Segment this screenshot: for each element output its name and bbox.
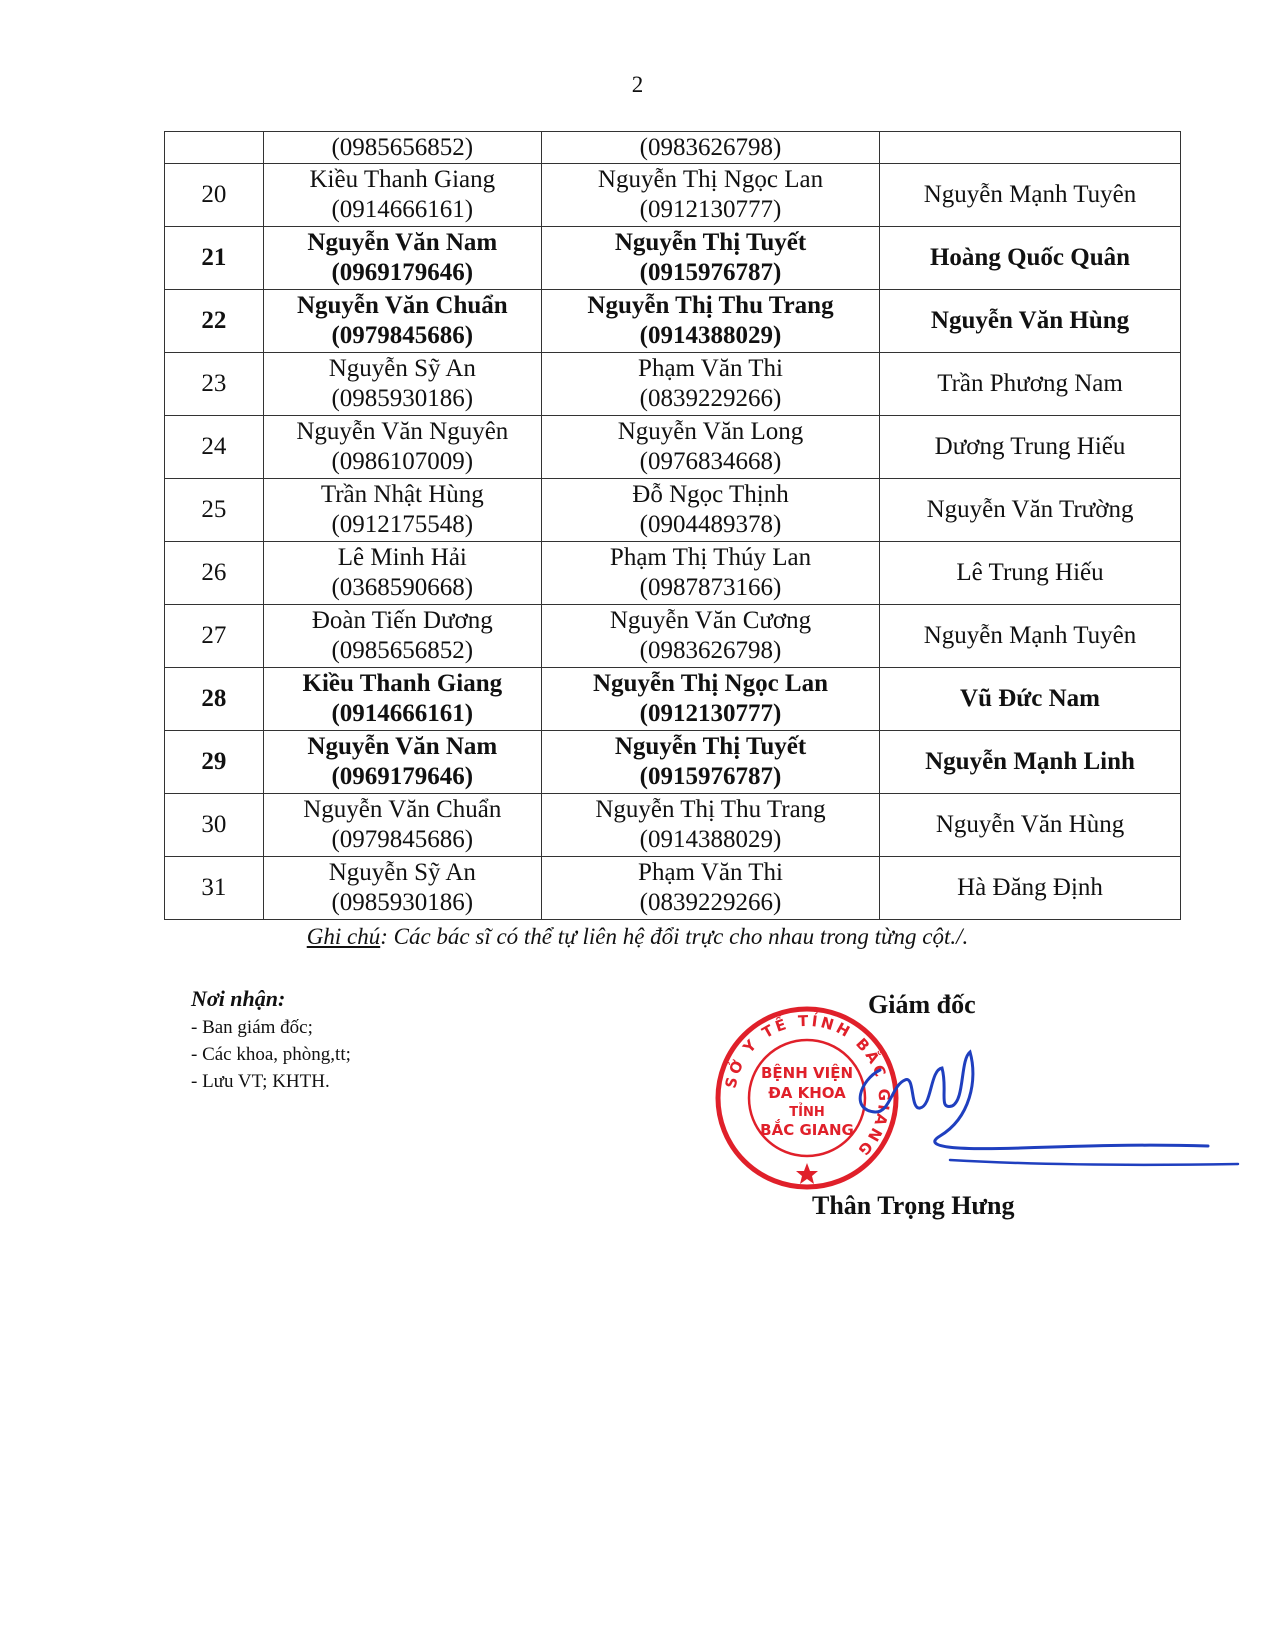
doctor-name: Đoàn Tiến Dương bbox=[311, 607, 493, 634]
seal-ring-text: SỞ Y TẾ TỈNH BẮC GIANG bbox=[721, 1011, 894, 1161]
doctor-cell bbox=[263, 857, 541, 920]
row-number-cell: 20 bbox=[165, 164, 264, 227]
seal-line-2: ĐA KHOA bbox=[768, 1084, 846, 1102]
staff-cell: Nguyễn Văn Trường bbox=[880, 479, 1181, 542]
row-number-cell: 26 bbox=[165, 542, 264, 605]
doctor-cell bbox=[263, 290, 541, 353]
doctor-name: Lê Minh Hải bbox=[337, 544, 467, 571]
doctor-name: Nguyễn Văn Nam bbox=[307, 229, 498, 256]
staff-cell: Nguyễn Văn Hùng bbox=[880, 290, 1181, 353]
doctor-phone: (0839229266) bbox=[639, 385, 782, 412]
table-row bbox=[165, 605, 1181, 668]
doctor-phone: (0983626798) bbox=[639, 133, 782, 161]
recipients-block bbox=[191, 985, 351, 1095]
row-number-cell: 28 bbox=[165, 668, 264, 731]
doctor-cell bbox=[263, 227, 541, 290]
doctor-phone: (0904489378) bbox=[639, 511, 782, 538]
doctor-phone: (0914388029) bbox=[639, 826, 782, 853]
staff-cell: Nguyễn Văn Hùng bbox=[880, 794, 1181, 857]
doctor-name: Nguyễn Văn Cương bbox=[609, 607, 812, 634]
row-number-cell: 21 bbox=[165, 227, 264, 290]
doctor-phone: (0986107009) bbox=[331, 448, 474, 475]
staff-cell: Nguyễn Mạnh Linh bbox=[880, 731, 1181, 794]
signer-name: Thân Trọng Hưng bbox=[812, 1191, 1015, 1220]
doctor-phone: (0368590668) bbox=[331, 574, 474, 601]
row-number-cell: 30 bbox=[165, 794, 264, 857]
seal-line-1: BỆNH VIỆN bbox=[761, 1064, 853, 1082]
doctor-phone: (0912130777) bbox=[639, 700, 782, 727]
doctor-name: Kiều Thanh Giang bbox=[309, 166, 496, 193]
doctor-phone: (0985656852) bbox=[331, 637, 474, 664]
signature-scribble bbox=[820, 1040, 1240, 1180]
doctor-phone: (0914666161) bbox=[331, 700, 474, 727]
staff-cell bbox=[880, 132, 1181, 164]
second-doctor-cell bbox=[541, 227, 879, 290]
doctor-cell bbox=[263, 353, 541, 416]
staff-cell: Hoàng Quốc Quân bbox=[880, 227, 1181, 290]
row-number-cell: 31 bbox=[165, 857, 264, 920]
staff-cell: Lê Trung Hiếu bbox=[880, 542, 1181, 605]
row-number-cell: 22 bbox=[165, 290, 264, 353]
row-number-cell: 23 bbox=[165, 353, 264, 416]
doctor-name: Nguyễn Văn Chuẩn bbox=[296, 292, 508, 319]
doctor-phone: (0915976787) bbox=[639, 259, 782, 286]
staff-cell: Nguyễn Mạnh Tuyên bbox=[880, 605, 1181, 668]
duty-roster-table bbox=[164, 131, 1181, 920]
doctor-phone: (0985656852) bbox=[331, 133, 474, 161]
doctor-name: Nguyễn Thị Ngọc Lan bbox=[593, 670, 829, 697]
seal-line-4: BẮC GIANG bbox=[760, 1121, 854, 1139]
row-number-cell: 24 bbox=[165, 416, 264, 479]
second-doctor-cell bbox=[541, 542, 879, 605]
signature-title: Giám đốc bbox=[868, 990, 976, 1019]
table-row bbox=[165, 416, 1181, 479]
doctor-phone: (0912175548) bbox=[331, 511, 474, 538]
doctor-name: Kiều Thanh Giang bbox=[302, 670, 503, 697]
table-row bbox=[165, 479, 1181, 542]
page-number: 2 bbox=[631, 72, 644, 97]
doctor-name: Nguyễn Văn Nam bbox=[307, 733, 498, 760]
staff-cell: Dương Trung Hiếu bbox=[880, 416, 1181, 479]
doctor-phone: (0839229266) bbox=[639, 889, 782, 916]
doctor-phone: (0914388029) bbox=[639, 322, 782, 349]
doctor-phone: (0979845686) bbox=[331, 826, 474, 853]
doctor-cell bbox=[263, 605, 541, 668]
row-number-cell: 25 bbox=[165, 479, 264, 542]
second-doctor-cell bbox=[541, 353, 879, 416]
doctor-name: Nguyễn Thị Thu Trang bbox=[587, 292, 834, 319]
doctor-name: Nguyễn Văn Chuẩn bbox=[303, 796, 502, 823]
doctor-name: Nguyễn Thị Tuyết bbox=[614, 229, 807, 256]
staff-cell: Nguyễn Mạnh Tuyên bbox=[880, 164, 1181, 227]
second-doctor-cell bbox=[541, 290, 879, 353]
note-label: Ghi chú bbox=[306, 924, 381, 949]
doctor-name: Nguyễn Văn Long bbox=[617, 418, 804, 445]
doctor-phone: (0914666161) bbox=[331, 196, 474, 223]
second-doctor-cell bbox=[541, 605, 879, 668]
recipients-title: Nơi nhận: bbox=[191, 986, 286, 1011]
doctor-cell bbox=[263, 416, 541, 479]
seal-line-3: TỈNH bbox=[789, 1105, 825, 1120]
doctor-name: Nguyễn Sỹ An bbox=[328, 859, 476, 886]
doctor-name: Nguyễn Sỹ An bbox=[328, 355, 476, 382]
second-doctor-cell bbox=[541, 794, 879, 857]
doctor-phone: (0979845686) bbox=[331, 322, 474, 349]
doctor-cell bbox=[263, 132, 541, 164]
staff-cell: Hà Đăng Định bbox=[880, 857, 1181, 920]
doctor-name: Phạm Văn Thi bbox=[638, 355, 783, 382]
doctor-cell bbox=[263, 731, 541, 794]
table-row bbox=[165, 353, 1181, 416]
doctor-phone: (0985930186) bbox=[331, 385, 474, 412]
staff-cell: Vũ Đức Nam bbox=[880, 668, 1181, 731]
doctor-name: Trần Nhật Hùng bbox=[320, 481, 484, 508]
doctor-phone: (0969179646) bbox=[331, 259, 474, 286]
doctor-cell bbox=[263, 479, 541, 542]
duty-roster-body bbox=[165, 132, 1181, 920]
doctor-name: Nguyễn Thị Ngọc Lan bbox=[597, 166, 824, 193]
table-row bbox=[165, 857, 1181, 920]
table-row bbox=[165, 794, 1181, 857]
doctor-name: Nguyễn Văn Nguyên bbox=[296, 418, 509, 445]
second-doctor-cell bbox=[541, 479, 879, 542]
doctor-cell bbox=[263, 542, 541, 605]
row-number-cell bbox=[165, 132, 264, 164]
doctor-cell bbox=[263, 794, 541, 857]
second-doctor-cell bbox=[541, 731, 879, 794]
table-row bbox=[165, 290, 1181, 353]
table-row bbox=[165, 132, 1181, 164]
doctor-phone: (0969179646) bbox=[331, 763, 474, 790]
row-number-cell: 29 bbox=[165, 731, 264, 794]
table-row bbox=[165, 164, 1181, 227]
note bbox=[0, 924, 1275, 950]
second-doctor-cell bbox=[541, 132, 879, 164]
doctor-phone: (0912130777) bbox=[639, 196, 782, 223]
doctor-name: Nguyễn Thị Tuyết bbox=[614, 733, 807, 760]
doctor-cell bbox=[263, 668, 541, 731]
second-doctor-cell bbox=[541, 416, 879, 479]
doctor-name: Phạm Văn Thi bbox=[638, 859, 783, 886]
doctor-phone: (0915976787) bbox=[639, 763, 782, 790]
note-text: : Các bác sĩ có thể tự liên hệ đổi trực cho nhau trong từng cột./. bbox=[380, 924, 969, 949]
doctor-phone: (0983626798) bbox=[639, 637, 782, 664]
doctor-cell bbox=[263, 164, 541, 227]
recipient-item: - Các khoa, phòng,tt; bbox=[191, 1044, 351, 1065]
doctor-name: Đỗ Ngọc Thịnh bbox=[632, 481, 789, 508]
doctor-name: Phạm Thị Thúy Lan bbox=[609, 544, 812, 571]
table-row bbox=[165, 542, 1181, 605]
doctor-phone: (0976834668) bbox=[639, 448, 782, 475]
recipient-item: - Lưu VT; KHTH. bbox=[191, 1071, 330, 1092]
doctor-name: Nguyễn Thị Thu Trang bbox=[595, 796, 826, 823]
second-doctor-cell bbox=[541, 668, 879, 731]
doctor-phone: (0987873166) bbox=[639, 574, 782, 601]
seal-star-icon bbox=[796, 1163, 818, 1184]
staff-cell: Trần Phương Nam bbox=[880, 353, 1181, 416]
table-row bbox=[165, 731, 1181, 794]
recipient-item: - Ban giám đốc; bbox=[191, 1017, 313, 1038]
second-doctor-cell bbox=[541, 857, 879, 920]
table-row bbox=[165, 668, 1181, 731]
table-row bbox=[165, 227, 1181, 290]
second-doctor-cell bbox=[541, 164, 879, 227]
doctor-phone: (0985930186) bbox=[331, 889, 474, 916]
row-number-cell: 27 bbox=[165, 605, 264, 668]
